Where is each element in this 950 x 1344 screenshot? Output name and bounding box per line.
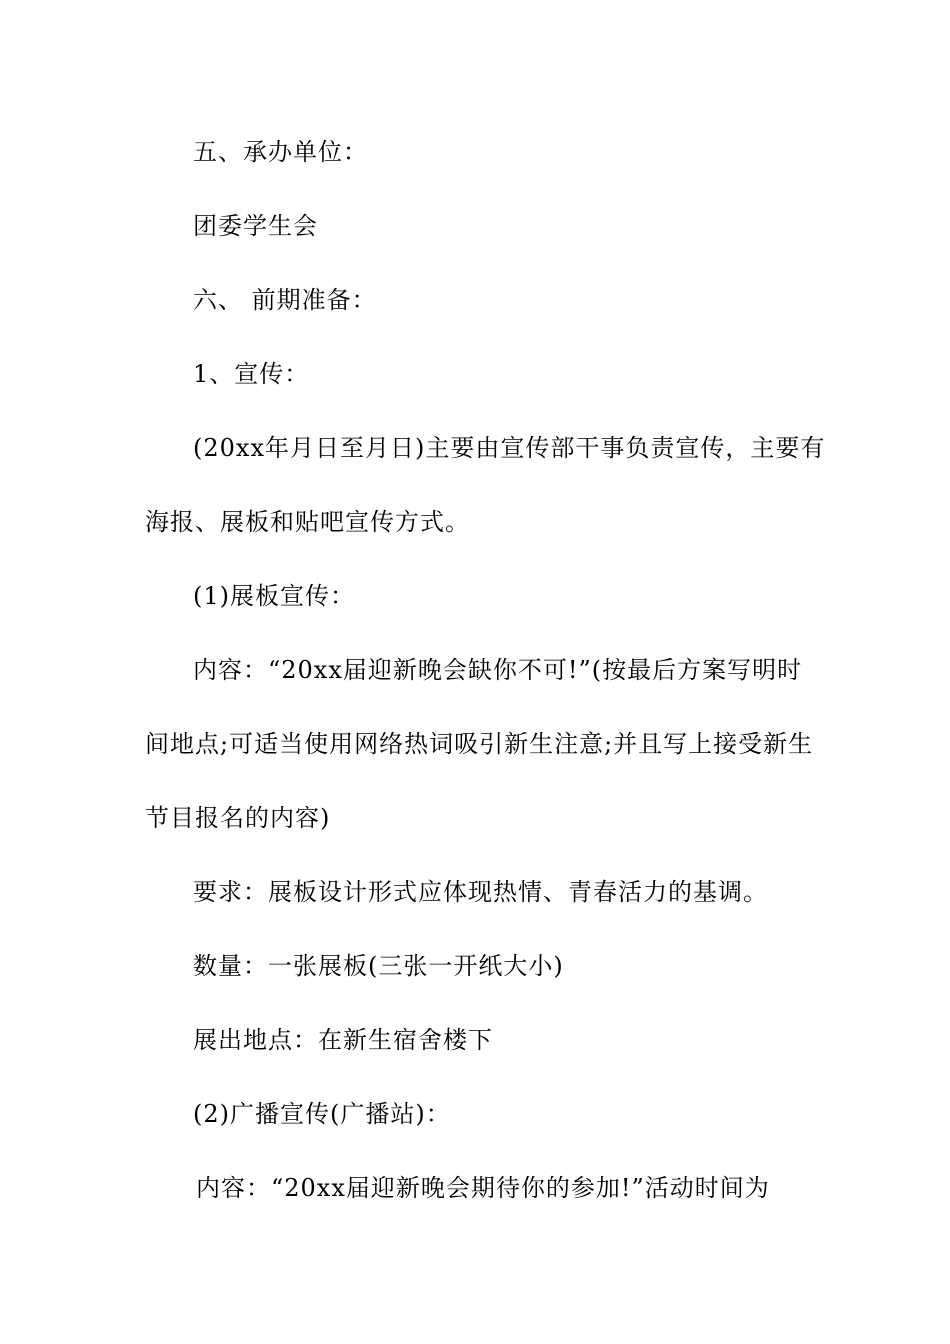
paragraph-line: (20xx年月日至月日)主要由宣传部干事负责宣传，主要有 (193, 434, 826, 462)
paragraph-line: 展出地点：在新生宿舍楼下 (193, 1026, 493, 1054)
paragraph-line: 海报、展板和贴吧宣传方式。 (145, 508, 470, 536)
paragraph-line: 数量：一张展板(三张一开纸大小) (193, 952, 564, 980)
paragraph-line: 节目报名的内容) (145, 804, 331, 832)
paragraph-line: 内容：“20xx届迎新晚会缺你不可!”(按最后方案写明时 (193, 656, 803, 684)
section-heading-preparation: 六、 前期准备： (193, 286, 377, 314)
section-heading-organizer: 五、承办单位： (193, 138, 368, 166)
subheading-publicity: 1、宣传： (193, 360, 310, 388)
subheading-board-publicity: (1)展板宣传： (193, 582, 355, 610)
paragraph-line: 要求：展板设计形式应体现热情、青春活力的基调。 (193, 878, 768, 906)
paragraph-organizer: 团委学生会 (193, 212, 318, 240)
paragraph-line: 间地点;可适当使用网络热词吸引新生注意;并且写上接受新生 (145, 730, 814, 758)
subheading-broadcast-publicity: (2)广播宣传(广播站)： (193, 1100, 451, 1128)
paragraph-line: 内容：“20xx届迎新晚会期待你的参加!”活动时间为 (196, 1174, 770, 1202)
